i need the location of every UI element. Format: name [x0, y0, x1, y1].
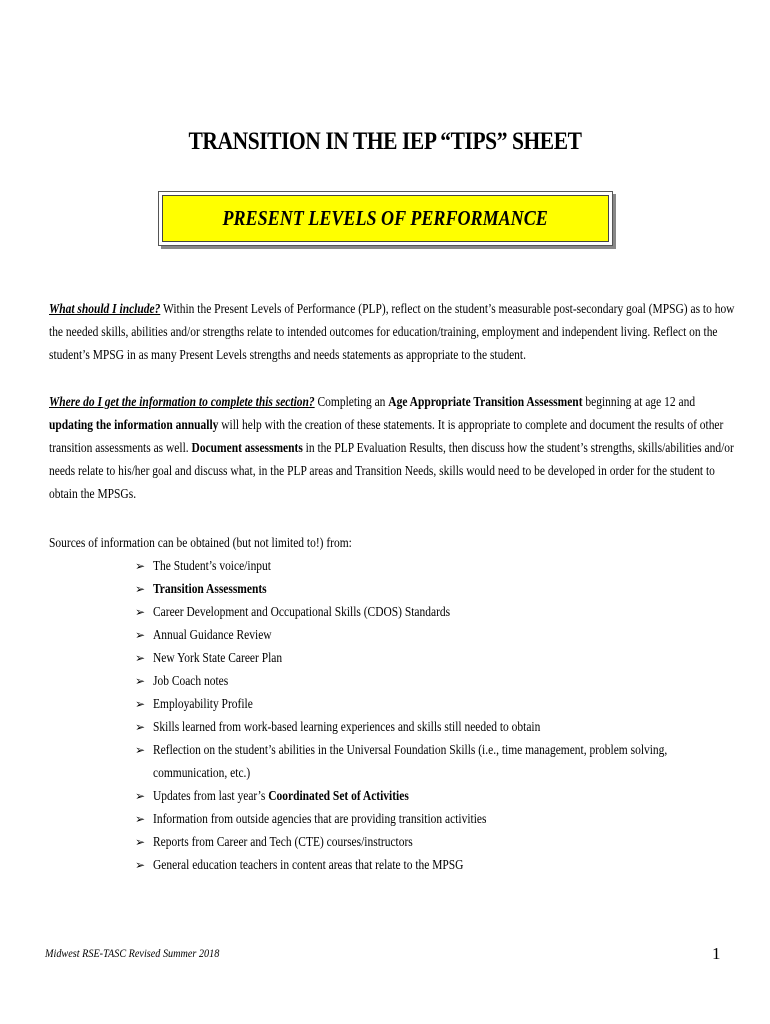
paragraph-where-to-get-info [49, 391, 739, 506]
arrow-bullet-icon: ➢ [135, 812, 146, 826]
arrow-bullet-icon: ➢ [135, 674, 146, 688]
paragraph-text: in the PLP Evaluation Results, then discuss how the student’s strengths, skills/abilities and/or needs relate to his/her goal and discuss what, in the PLP areas and Transition Needs, skills would need to be developed in order for the student to obtain the MPSGs. [49, 441, 734, 502]
page-number: 1 [712, 944, 721, 963]
arrow-bullet-icon: ➢ [135, 789, 146, 803]
list-item: ➢ Updates from last year’s Coordinated Set of Activities [135, 785, 755, 808]
section-banner [158, 191, 613, 246]
arrow-bullet-icon: ➢ [135, 858, 146, 872]
list-item: ➢ Transition Assessments [135, 578, 755, 601]
bold-phrase: Age Appropriate Transition Assessment [388, 395, 583, 410]
arrow-bullet-icon: ➢ [135, 743, 146, 757]
list-item: ➢ Skills learned from work-based learning experiences and skills still needed to obtain [135, 716, 755, 739]
arrow-bullet-icon: ➢ [135, 605, 146, 619]
question-where-to-get-info: Where do I get the information to complete this section? [49, 395, 315, 410]
list-item: ➢ Information from outside agencies that are providing transition activities [135, 808, 755, 831]
arrow-bullet-icon: ➢ [135, 582, 146, 596]
arrow-bullet-icon: ➢ [135, 835, 146, 849]
paragraph-what-to-include [49, 298, 739, 367]
paragraph-text: will help with the creation of these statements. It is appropriate to complete and document the results of other transition assessments as well. [49, 418, 724, 456]
list-item: ➢ The Student’s voice/input [135, 555, 755, 578]
list-item: ➢ General education teachers in content areas that relate to the MPSG [135, 854, 755, 877]
bold-phrase: updating the information annually [49, 418, 219, 433]
footer-revision-note: Midwest RSE-TASC Revised Summer 2018 [45, 946, 220, 960]
list-item: ➢ Job Coach notes [135, 670, 755, 693]
list-item: ➢ Career Development and Occupational Skills (CDOS) Standards [135, 601, 755, 624]
list-item: ➢ New York State Career Plan [135, 647, 755, 670]
list-item: ➢ Annual Guidance Review [135, 624, 755, 647]
arrow-bullet-icon: ➢ [135, 559, 146, 573]
arrow-bullet-icon: ➢ [135, 720, 146, 734]
page-title: TRANSITION IN THE IEP “TIPS” SHEET [188, 128, 582, 155]
arrow-bullet-icon: ➢ [135, 697, 146, 711]
arrow-bullet-icon: ➢ [135, 628, 146, 642]
sources-list [135, 555, 755, 877]
paragraph-text: Completing an [314, 395, 389, 410]
bold-phrase: Document assessments [191, 441, 303, 456]
paragraph-text: beginning at age 12 and [582, 395, 696, 410]
list-item: ➢ Employability Profile [135, 693, 755, 716]
paragraph-text: Within the Present Levels of Performance (PLP), reflect on the student’s measurable post-secondary goal (MPSG) as to how the needed skills, abilities and/or strengths relate to intended outcomes for education/training, employment and independent living. Reflect on the student’s MPSG in as many Present Levels strengths and needs statements as appropriate to the student. [49, 302, 735, 363]
list-item: ➢ Reports from Career and Tech (CTE) courses/instructors [135, 831, 755, 854]
arrow-bullet-icon: ➢ [135, 651, 146, 665]
question-what-to-include: What should I include? [49, 302, 161, 317]
section-banner-label: PRESENT LEVELS OF PERFORMANCE [222, 206, 549, 230]
sources-intro: Sources of information can be obtained (but not limited to!) from: [49, 536, 352, 551]
list-item: ➢ Reflection on the student’s abilities in the Universal Foundation Skills (i.e., time management, problem solving, communication, etc.) [135, 739, 755, 785]
